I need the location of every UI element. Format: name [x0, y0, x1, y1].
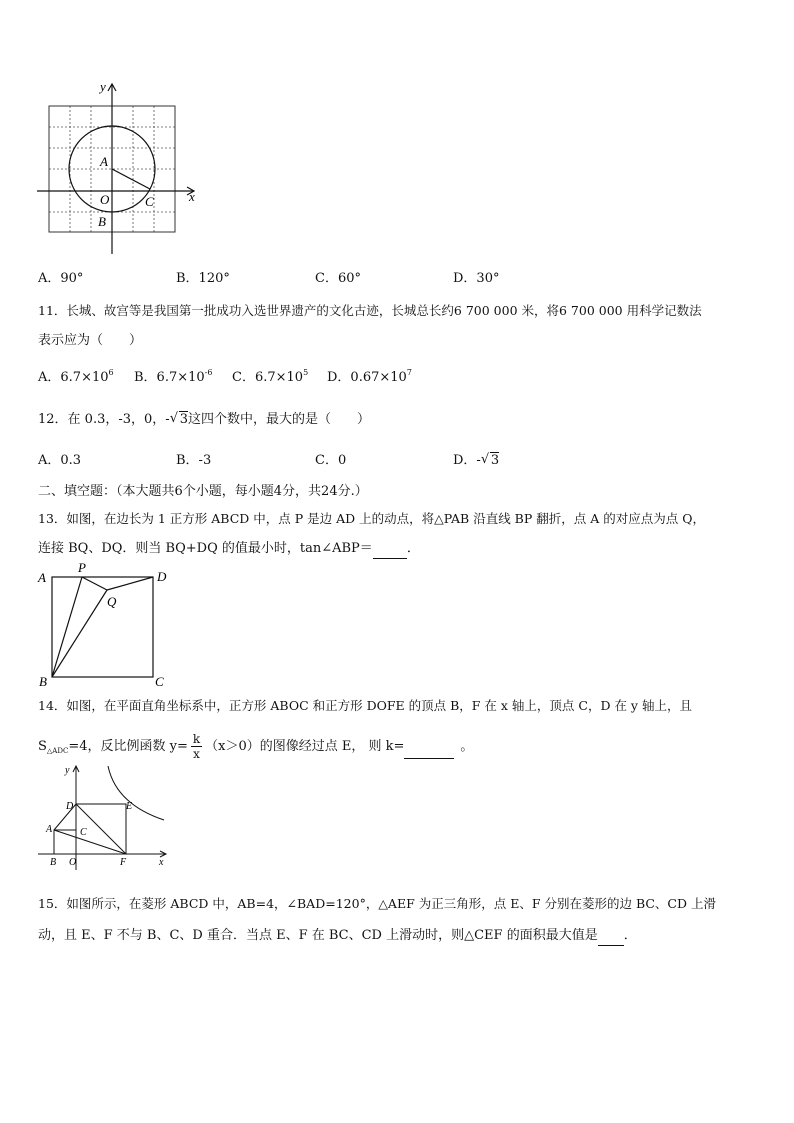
- fraction-k-over-x: $\frac{k}{x}$: [192, 732, 201, 761]
- q13-line2: 连接 BQ、DQ．则当 BQ+DQ 的值最小时，tan∠ABP＝ ．: [38, 540, 420, 559]
- label-d: D: [157, 569, 167, 584]
- q14-figure: [34, 762, 174, 872]
- q11-line2: 表示应为（ ）: [38, 333, 143, 348]
- label-p: P: [78, 560, 86, 575]
- q12-option-b[interactable]: B．-3: [176, 453, 212, 468]
- label-e: E: [126, 801, 133, 812]
- label-a: A: [100, 154, 108, 169]
- label-f: F: [120, 857, 127, 868]
- q12-option-d[interactable]: D．- √ 3: [453, 452, 500, 468]
- label-x: x: [159, 857, 164, 868]
- q11-option-c[interactable]: C．$6.7\times 10^5$: [232, 368, 309, 385]
- q10-option-d[interactable]: D．30°: [453, 271, 500, 286]
- label-c: C: [145, 194, 154, 209]
- label-b: B: [39, 674, 47, 689]
- label-b: B: [50, 857, 57, 868]
- label-a: A: [46, 824, 53, 835]
- q10-option-a[interactable]: A．90°: [38, 271, 84, 286]
- label-c: C: [80, 827, 87, 838]
- q11-option-a[interactable]: A．$6.7\times 10^6$: [38, 368, 114, 385]
- label-q: Q: [107, 594, 117, 609]
- q14-line1: 14．如图，在平面直角坐标系中，正方形 ABOC 和正方形 DOFE 的顶点 B，F 在 x 轴上，顶点 C，D 在 y 轴上，且: [38, 698, 692, 713]
- q10-figure: [34, 76, 204, 256]
- segment-qd: [107, 577, 153, 590]
- label-x: x: [189, 189, 195, 204]
- segment-pq: [82, 577, 107, 590]
- q11-option-b[interactable]: B．$6.7\times 10^{-6}$: [134, 368, 213, 385]
- q10-option-b[interactable]: B．120°: [176, 271, 230, 286]
- label-y: y: [100, 79, 106, 94]
- q10-option-c[interactable]: C．60°: [315, 271, 361, 286]
- label-o: O: [100, 192, 110, 207]
- hyperbola-curve: [108, 766, 164, 820]
- answer-blank[interactable]: [404, 736, 454, 759]
- q11-line1: 11．长城、故宫等是我国第一批成功入选世界遗产的文化古迹，长城总长约6 700 000 米，将6 700 000 用科学记数法: [38, 303, 702, 318]
- label-b: B: [98, 214, 106, 229]
- q14-line2: $S_{\triangle ADC}=4$，反比例函数 y= $\frac{k}{x}$ （x＞0）的图像经过点 E， 则 k= 。: [38, 732, 474, 761]
- label-y: y: [65, 765, 70, 776]
- q12-option-c[interactable]: C．0: [315, 453, 347, 468]
- q15-line2: 动，且 E、F 不与 B、C、D 重合．当点 E、F 在 BC、CD 上滑动时，则△CEF 的面积最大值是 ．: [38, 927, 637, 946]
- q13-figure: [34, 560, 174, 690]
- q11-option-d[interactable]: D．$0.67\times 10^7$: [327, 368, 412, 385]
- sqrt-symbol: √ 3: [480, 452, 500, 468]
- sqrt-symbol: √ 3: [169, 411, 188, 427]
- segment-ac: [112, 169, 150, 189]
- q15-line1: 15．如图所示，在菱形 ABCD 中，AB=4，∠BAD=120°，△AEF 为正三角形，点 E、F 分别在菱形的边 BC、CD 上滑: [38, 896, 716, 911]
- section-heading: 二、填空题：（本大题共6个小题，每小题4分，共24分.）: [38, 484, 368, 499]
- answer-blank[interactable]: [373, 540, 407, 559]
- q12-stem: 12．在 0.3，-3，0，- √ 3这四个数中，最大的是（ ）: [38, 411, 370, 427]
- label-a: A: [38, 570, 46, 585]
- label-d: D: [66, 801, 74, 812]
- answer-blank[interactable]: [598, 927, 624, 946]
- q13-line1: 13．如图，在边长为 1 正方形 ABCD 中，点 P 是边 AD 上的动点，将△PAB 沿直线 BP 翻折，点 A 的对应点为点 Q，: [38, 511, 705, 526]
- segment-bq: [52, 590, 107, 677]
- q12-option-a[interactable]: A．0.3: [38, 453, 82, 468]
- segment-bp: [52, 577, 82, 677]
- label-o: O: [69, 857, 77, 868]
- label-c: C: [155, 674, 164, 689]
